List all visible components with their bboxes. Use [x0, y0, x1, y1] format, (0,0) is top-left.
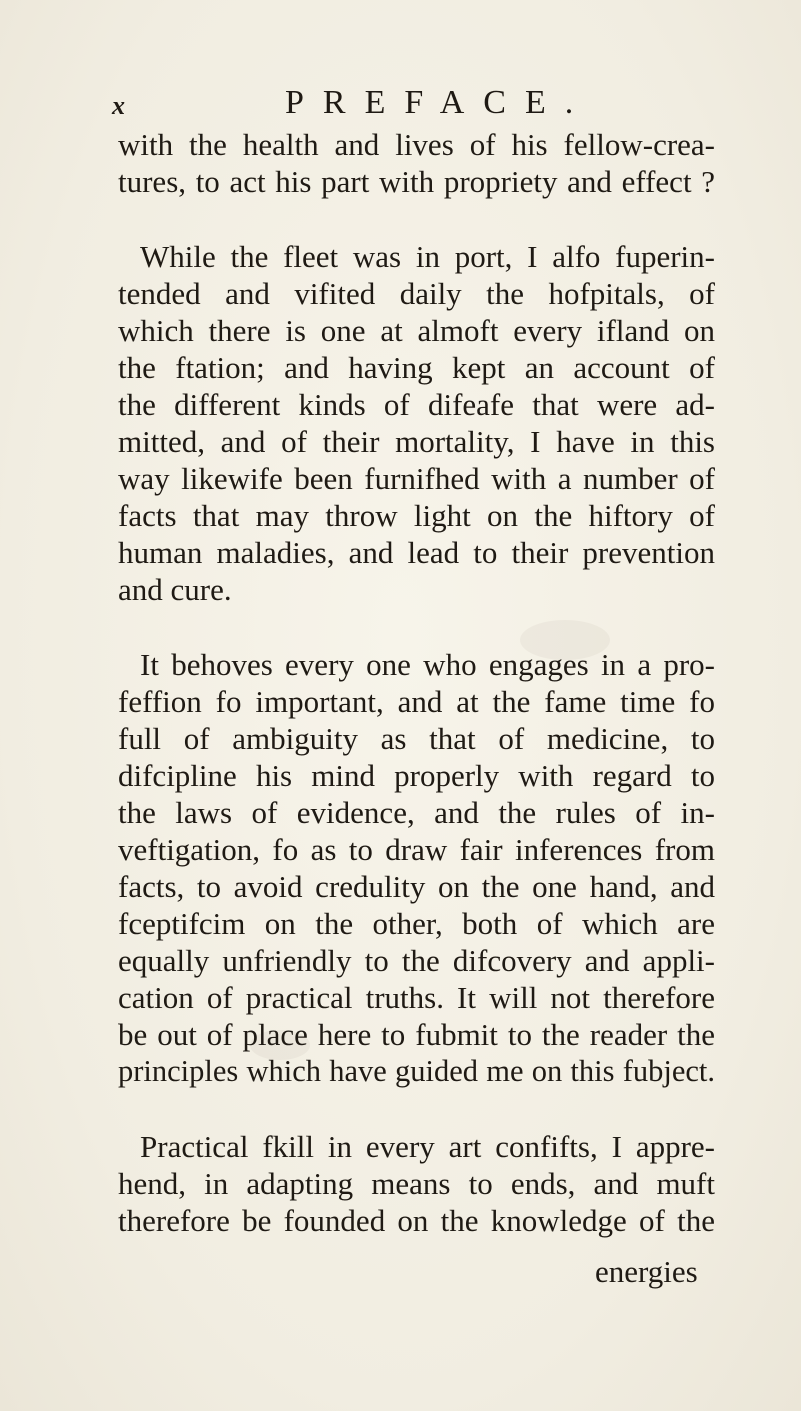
paragraph: [118, 646, 715, 1090]
text-line: equally unfriendly to the difcovery and appli-: [118, 943, 715, 978]
text-line: way likewife been furnifhed with a number of: [118, 461, 715, 496]
text-line: cation of practical truths. It will not therefore: [118, 980, 715, 1015]
text-line: feffion fo important, and at the fame time fo: [118, 684, 715, 719]
text-line: veftigation, fo as to draw fair inferences from: [118, 832, 715, 867]
catchword: energies: [595, 1254, 698, 1289]
text-line: Practical fkill in every art confifts, I appre-: [140, 1129, 715, 1164]
text-line: therefore be founded on the knowledge of the: [118, 1203, 715, 1238]
paragraph: [118, 1128, 715, 1239]
page-number: x: [112, 91, 125, 120]
text-line: It behoves every one who engages in a pro-: [140, 647, 715, 682]
text-line: full of ambiguity as that of medicine, to: [118, 721, 715, 756]
text-line: the different kinds of difeafe that were ad-: [118, 387, 715, 422]
body-text: [118, 126, 715, 1239]
text-line: hend, in adapting means to ends, and muft: [118, 1166, 715, 1201]
paragraph: [118, 126, 715, 200]
page-header: [112, 83, 718, 123]
text-line: which there is one at almoft every ifland on: [118, 313, 715, 348]
text-line: the laws of evidence, and the rules of in-: [118, 795, 715, 830]
text-line: facts, to avoid credulity on the one hand, and: [118, 869, 715, 904]
running-head: PREFACE.: [285, 84, 593, 121]
text-line: human maladies, and lead to their prevention: [118, 535, 715, 570]
text-line: with the health and lives of his fellow-crea-: [118, 127, 715, 162]
text-line: While the fleet was in port, I alfo fuperin-: [140, 239, 715, 274]
text-line: and cure.: [118, 572, 232, 607]
text-line: mitted, and of their mortality, I have in this: [118, 424, 715, 459]
text-line: be out of place here to fubmit to the reader the: [118, 1017, 715, 1052]
paragraph: [118, 238, 715, 608]
text-line: fceptifcim on the other, both of which are: [118, 906, 715, 941]
text-line: tures, to act his part with propriety and effect ?: [118, 164, 715, 199]
text-line: the ftation; and having kept an account of: [118, 350, 715, 385]
text-line: difcipline his mind properly with regard to: [118, 758, 715, 793]
text-line: facts that may throw light on the hiftory of: [118, 498, 715, 533]
text-line: tended and vifited daily the hofpitals, of: [118, 276, 715, 311]
text-line: principles which have guided me on this fubject.: [118, 1054, 715, 1088]
